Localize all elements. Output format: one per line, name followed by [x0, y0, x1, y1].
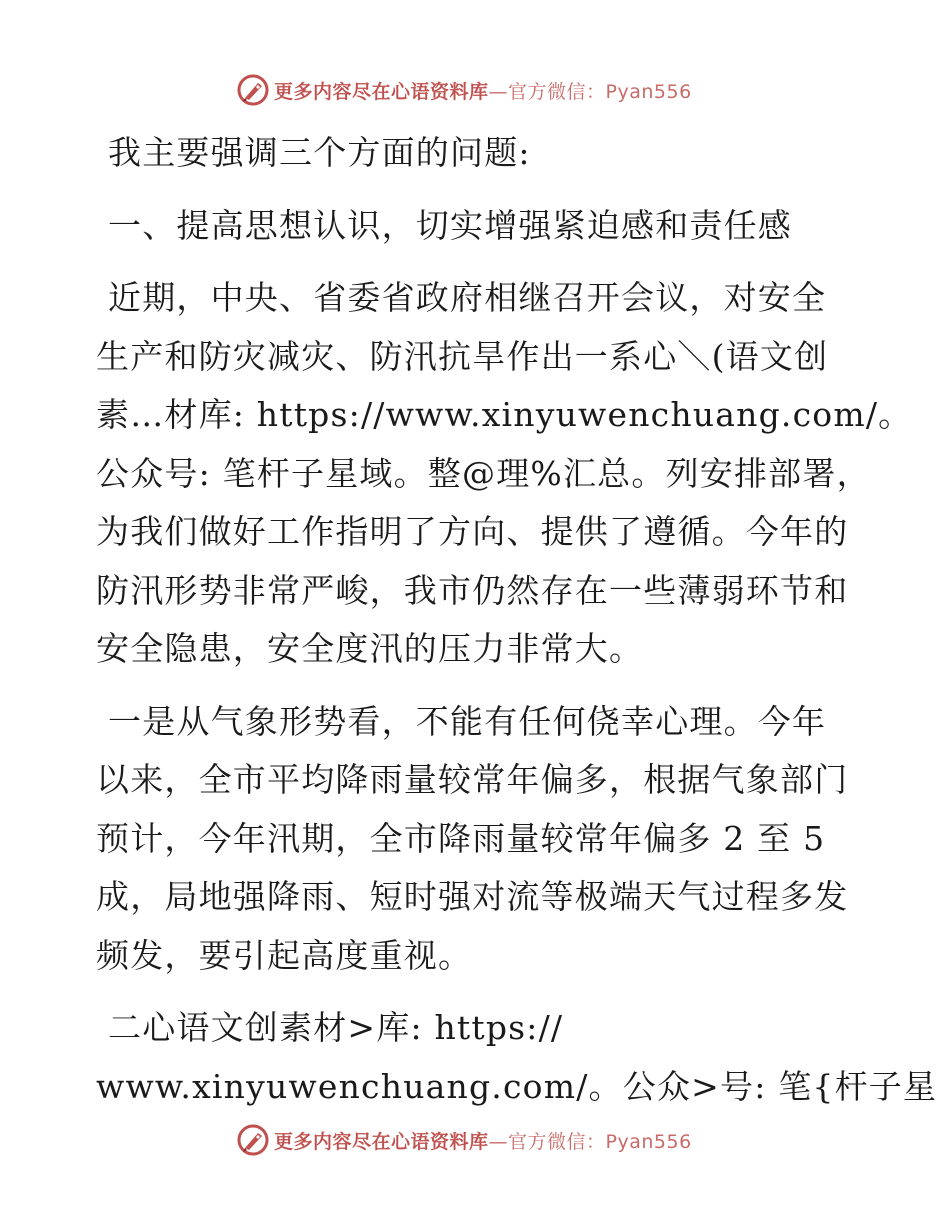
- paragraph-line: 为我们做好工作指明了方向、提供了遵循。今年的: [96, 512, 849, 551]
- pen-nib-logo-icon: [236, 73, 270, 107]
- pen-nib-logo-icon: [236, 1123, 270, 1157]
- paragraph-line: 一是从气象形势看，不能有任何侥幸心理。今年: [108, 701, 827, 741]
- paragraph-line: 预计，今年汛期，全市降雨量较常年偏多 2 至 5: [96, 818, 826, 858]
- section-heading-1: 一、提高思想认识，切实增强紧迫感和责任感: [108, 205, 792, 245]
- footer-banner: [236, 1122, 692, 1158]
- paragraph-3: [96, 999, 938, 1116]
- document-body: [96, 124, 938, 1116]
- paragraph-line: 生产和防灾减灾、防汛抗旱作出一系心＼(语文创: [96, 336, 829, 376]
- paragraph-line: 素…材库: https://www.xinyuwenchuang.com/。: [96, 395, 913, 434]
- paragraph-line: 二心语文创素材>库: https://: [108, 1008, 564, 1047]
- paragraph-line: 以来，全市平均降雨量较常年偏多，根据气象部门: [96, 760, 849, 799]
- paragraph-line: 近期，中央、省委省政府相继召开会议，对安全: [108, 278, 827, 317]
- header-banner: [236, 72, 692, 108]
- footer-banner-text: 更多内容尽在心语资料库—官方微信：Pyan556: [274, 1130, 692, 1153]
- paragraph-line: 频发，要引起高度重视。: [96, 935, 473, 975]
- paragraph-line: 防汛形势非常严峻，我市仍然存在一些薄弱环节和: [96, 570, 849, 610]
- paragraph-line: 安全隐患，安全度汛的压力非常大。: [96, 629, 644, 668]
- paragraph-2: [96, 693, 856, 986]
- header-banner-text: 更多内容尽在心语资料库—官方微信：Pyan556: [274, 80, 692, 103]
- paragraph-1: [96, 269, 913, 679]
- paragraph-line: 公众号: 笔杆子星域。整@理%汇总。列安排部署，: [96, 453, 871, 493]
- paragraph-line: 成，局地强降雨、短时强对流等极端天气过程多发: [96, 877, 849, 916]
- paragraph-line: www.xinyuwenchuang.com/。公众>号: 笔{杆子星: [96, 1066, 938, 1106]
- intro-line: 我主要强调三个方面的问题:: [108, 133, 531, 172]
